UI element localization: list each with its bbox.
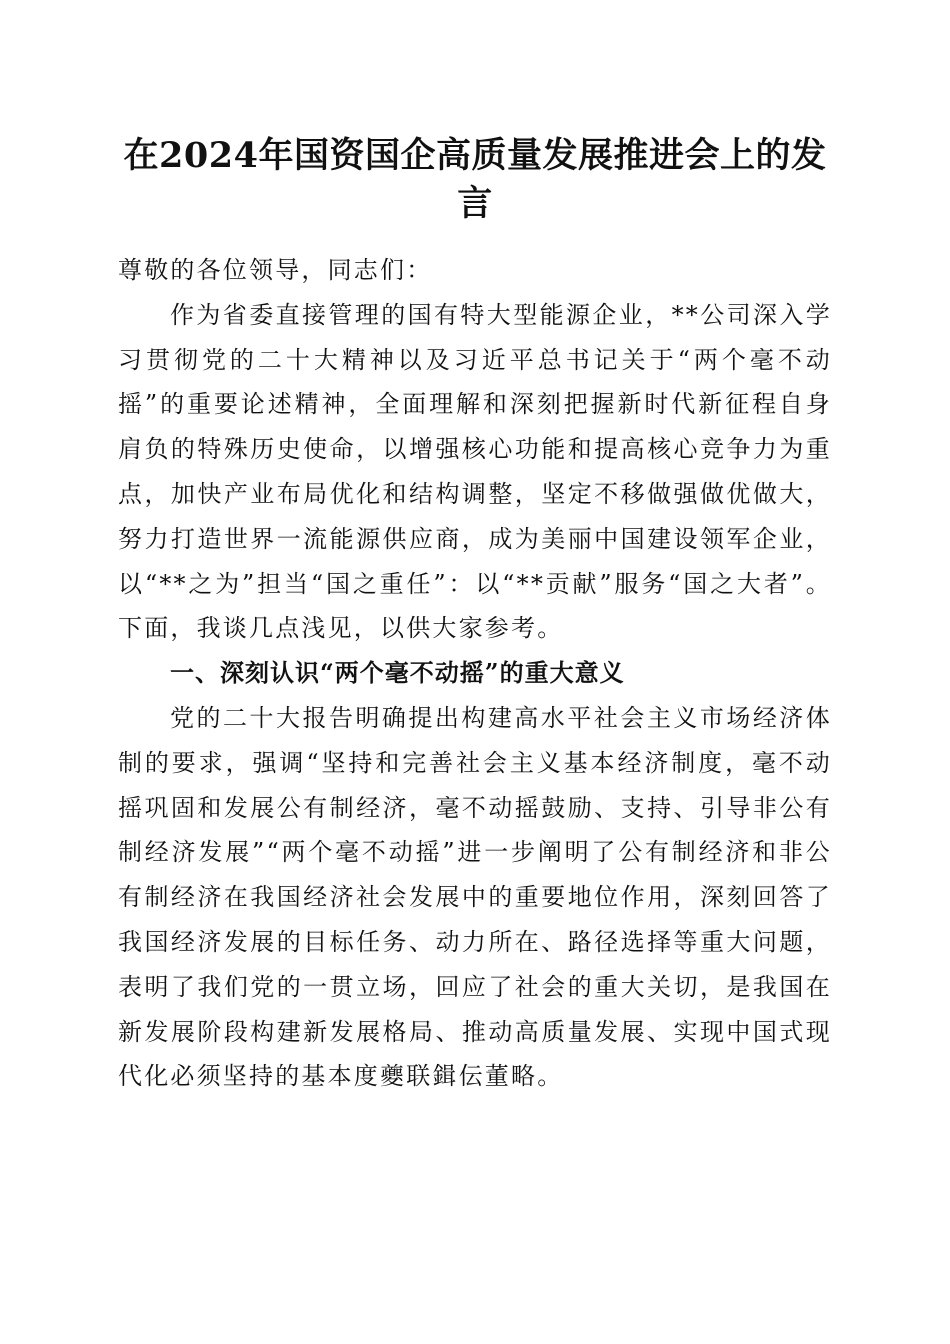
document-body <box>118 248 832 1099</box>
section-heading-1: 一、深刻认识“两个毫不动摇”的重大意义 <box>170 658 625 688</box>
paragraph-intro: 作为省委直接管理的国有特大型能源企业，**公司深入学习贯彻党的二十大精神以及习近平总书记关于“两个毫不动摇”的重要论述精神，全面理解和深刻把握新时代新征程自身肩负的特殊历史使命，以增强核心功能和提高核心竞争力为重点，加快产业布局优化和结构调整，坚定不移做强做优做大，努力打造世界一流能源供应商，成为美丽中国建设领军企业，以“**之为”担当“国之重任”：以“**贡献”服务“国之大者”。下面，我谈几点浅见，以供大家参考。 <box>118 300 832 643</box>
document-title: 在2024年国资国企高质量发展推进会上的发言 <box>123 135 827 224</box>
paragraph-section-1: 党的二十大报告明确提出构建高水平社会主义市场经济体制的要求，强调“坚持和完善社会主义基本经济制度，毫不动摇巩固和发展公有制经济，毫不动摇鼓励、支持、引导非公有制经济发展”“两个毫不动摇”进一步阐明了公有制经济和非公有制经济在我国经济社会发展中的重要地位作用，深刻回答了我国经济发展的目标任务、动力所在、路径选择等重大问题，表明了我们党的一贯立场，回应了社会的重大关切，是我国在新发展阶段构建新发展格局、推动高质量发展、实现中国式现代化必须坚持的基本度夔联鍓伝董略。 <box>118 703 832 1091</box>
salutation: 尊敬的各位领导，同志们： <box>118 256 433 284</box>
